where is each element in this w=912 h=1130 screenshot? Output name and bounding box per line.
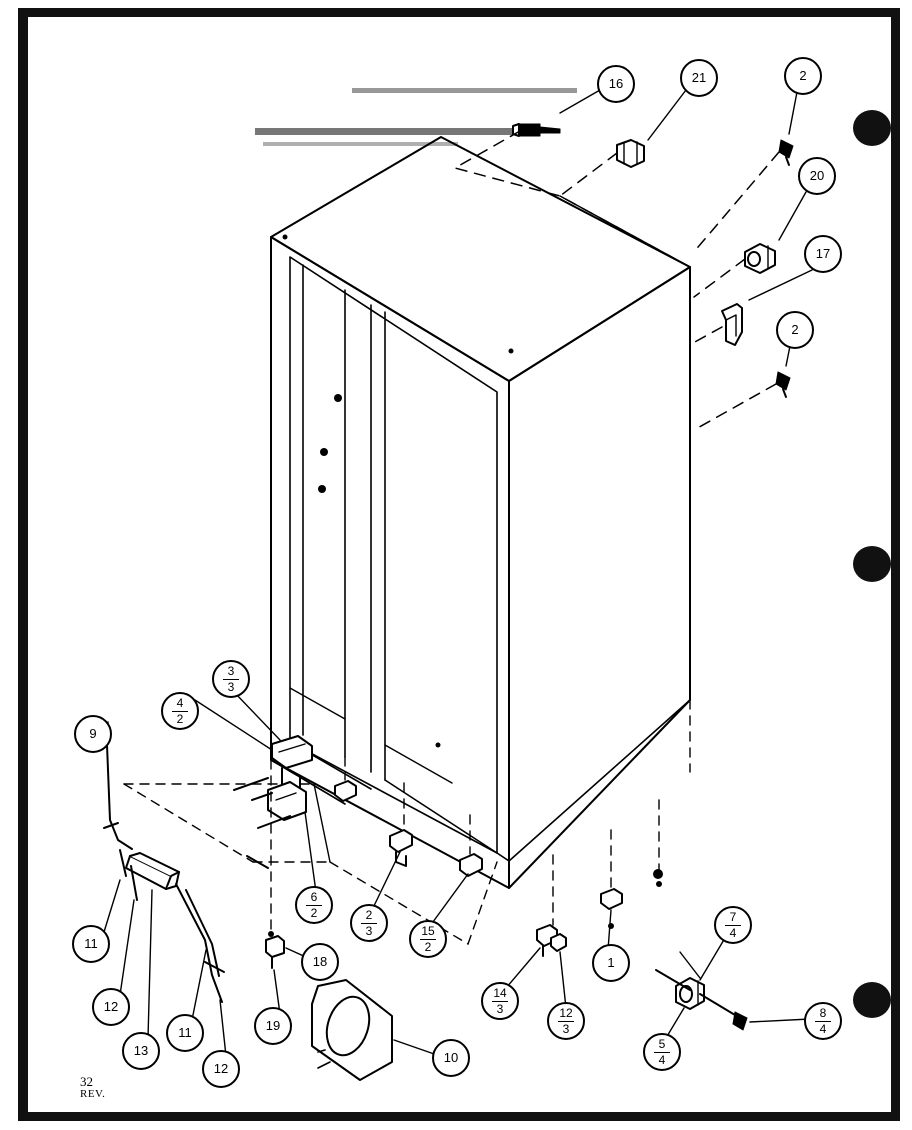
revision-label: REV.	[80, 1087, 106, 1100]
drop-dot-a	[268, 931, 274, 937]
part-10-ring	[312, 980, 392, 1080]
callout-denominator: 3	[365, 923, 373, 938]
axis-20	[694, 259, 745, 297]
cabinet-shelf-line	[290, 688, 345, 719]
callout-c6_2	[300, 891, 328, 919]
drop-dot-g	[656, 881, 662, 887]
callout-c13: 13	[133, 1043, 149, 1058]
callout-c12c: 12	[213, 1061, 229, 1076]
leader-11b	[192, 950, 206, 1020]
part-8-rod	[700, 994, 740, 1018]
cabinet-inner-opening	[290, 257, 497, 853]
leader-12c	[220, 1000, 226, 1056]
leader-20	[779, 192, 806, 240]
cabinet-bottom-rail-right	[497, 853, 509, 861]
cabinet-hole-1	[334, 394, 342, 402]
callout-numerator: 7	[729, 910, 737, 924]
axis-21	[560, 153, 617, 196]
callout-numerator: 4	[176, 696, 184, 710]
leader-7-4	[700, 938, 725, 980]
callout-c2a: 2	[799, 68, 807, 83]
base-rail-left	[247, 856, 268, 868]
callout-denominator: 3	[227, 679, 235, 694]
callout-numerator: 2	[365, 908, 373, 922]
drop-dot-f	[608, 923, 614, 929]
callout-numerator: 3	[227, 664, 235, 678]
base-rail-mid	[314, 784, 330, 862]
callout-c15_2	[414, 925, 442, 953]
part-18-clip	[266, 936, 284, 968]
callout-c10: 10	[443, 1050, 459, 1065]
callout-denominator: 4	[819, 1021, 827, 1036]
callout-c21: 21	[691, 70, 707, 85]
leader-12b	[560, 952, 566, 1008]
axis-16	[455, 131, 690, 267]
axis-17	[693, 327, 722, 343]
callout-denominator: 4	[729, 925, 737, 940]
callout-c9: 9	[89, 726, 97, 741]
callout-denominator: 2	[310, 905, 318, 920]
leader-7	[680, 952, 700, 978]
callout-c11b: 11	[178, 1025, 192, 1040]
callout-c11a: 11	[84, 936, 98, 951]
part-roller-1	[390, 830, 412, 866]
callout-c3a	[217, 665, 245, 693]
leader-2-3	[372, 852, 400, 910]
drop-dot-g2	[653, 869, 663, 879]
cabinet-mark-2	[509, 349, 514, 354]
callout-denominator: 2	[176, 711, 184, 726]
page-footer	[80, 1075, 105, 1100]
callout-c5_4	[648, 1038, 676, 1066]
leader-8-4	[750, 1019, 810, 1022]
callout-c17: 17	[815, 246, 831, 261]
callout-numerator: 15	[421, 924, 435, 938]
callout-c7_4	[719, 911, 747, 939]
callout-c16: 16	[608, 76, 624, 91]
callout-c20: 20	[809, 168, 825, 183]
callout-numerator: 14	[493, 986, 507, 1000]
axis-16-solid	[560, 196, 690, 267]
cabinet-shelf-line-2	[385, 745, 452, 783]
cabinet-bottom-rail-side	[509, 700, 690, 861]
part-17-clip	[722, 304, 742, 345]
cabinet-side-face	[509, 267, 690, 888]
part-roller-4	[601, 889, 622, 909]
part-leveler-12	[551, 934, 566, 951]
callout-numerator: 5	[658, 1037, 666, 1051]
callout-numerator: 12	[559, 1006, 573, 1020]
callout-numerator: 6	[310, 890, 318, 904]
cabinet-mark-3	[436, 743, 441, 748]
callout-c19: 19	[265, 1018, 281, 1033]
part-9-tube	[107, 745, 132, 849]
leader-2-top	[789, 92, 797, 134]
leader-21	[648, 90, 686, 140]
callout-c18: 18	[312, 954, 328, 969]
part-21-bushing	[617, 140, 644, 167]
leader-10	[394, 1040, 437, 1055]
axis-2-top	[693, 152, 779, 253]
cabinet-front-face	[271, 237, 509, 888]
callout-c12b	[552, 1007, 580, 1035]
part-2-screw-top	[779, 140, 793, 165]
leader-11a	[104, 880, 120, 932]
callout-c2_3	[355, 909, 383, 937]
part-roller-2	[335, 781, 356, 801]
leader-13	[148, 890, 152, 1038]
leader-1	[608, 910, 611, 950]
leader-14	[506, 948, 540, 988]
callout-denominator: 4	[658, 1052, 666, 1067]
callout-c8_4	[809, 1007, 837, 1035]
leader-6	[305, 812, 316, 892]
callout-denominator: 3	[496, 1001, 504, 1016]
callout-c14_3	[486, 987, 514, 1015]
cabinet-mark-1	[283, 235, 288, 240]
callout-c1: 1	[607, 955, 615, 970]
axis-2-lower	[694, 384, 776, 430]
part-cluster-bracket	[234, 736, 312, 828]
leader-3-3	[234, 692, 280, 740]
part-8-screw	[733, 1012, 747, 1030]
leader-4-2	[195, 700, 272, 750]
leader-17	[749, 270, 812, 300]
leader-16	[560, 90, 600, 113]
leader-15	[430, 874, 468, 926]
part-2-screw-lower	[776, 372, 790, 397]
callout-c4_2	[166, 697, 194, 725]
callout-numerator: 8	[819, 1006, 827, 1020]
tube-bend	[205, 962, 224, 972]
part-16-screw	[513, 124, 560, 136]
callout-denominator: 3	[562, 1021, 570, 1036]
page-number: 32	[80, 1074, 93, 1089]
leader-2-lower	[786, 346, 790, 366]
callout-c12a: 12	[103, 999, 119, 1014]
part-11-tube-left	[120, 850, 126, 876]
base-outline-1	[124, 784, 253, 862]
cabinet-top-face	[271, 137, 690, 381]
cabinet-hole-2	[320, 448, 328, 456]
leader-12a	[120, 900, 134, 995]
part-20-grommet	[745, 244, 775, 273]
callout-c2b: 2	[791, 322, 799, 337]
callout-denominator: 2	[424, 939, 432, 954]
cabinet-hole-3	[318, 485, 326, 493]
leader-5-4	[666, 1008, 684, 1038]
